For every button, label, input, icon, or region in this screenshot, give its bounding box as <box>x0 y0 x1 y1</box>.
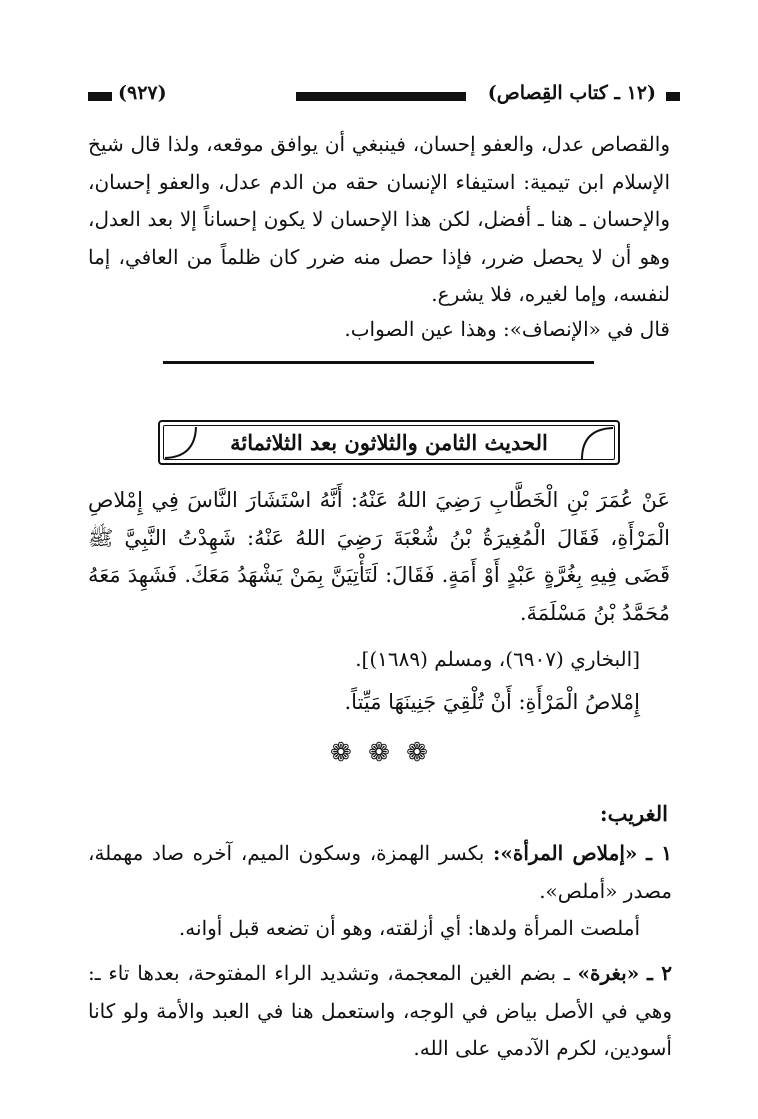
flower-ornament-icon: ❁ <box>330 738 352 768</box>
corner-ornament-left-icon <box>164 426 198 460</box>
item-text: ـ بضم الغين المعجمة، وتشديد الراء المفتوحة، بعدها تاء ـ: وهي في الأصل بياض في الوجه، واستعمل هنا في العبد والأمة ولو كانا أسودين، لكرم الآدمي على الله. <box>88 961 672 1060</box>
intro-paragraph: والقصاص عدل، والعفو إحسان، فينبغي أن يوافق موقعه، ولذا قال شيخ الإسلام ابن تيمية: استيفاء الإنسان حقه من الدم عدل، والعفو إحسان، والإحسان ـ هنا ـ أفضل، لكن هذا الإحسان لا يكون إحساناً إلا بعد العدل، وهو أن لا يحصل ضرر، فإذا حصل منه ضرر كان ظلماً من العافي، إما لنفسه، وإما لغيره، فلا يشرع. <box>88 132 671 306</box>
hadith-text: عَنْ عُمَرَ بْنِ الْخَطَّابِ رَضِيَ اللهُ عَنْهُ: أَنَّهُ اسْتَشَارَ النَّاسَ فِي إِمْلاصِ الْمَرْأَةِ، فَقَالَ الْمُغِيرَةُ بْنُ شُعْبَةَ رَضِيَ اللهُ عَنْهُ: شَهِدْتُ النَّبِيَّ ﷺ قَضَى فِيهِ بِغُرَّةٍ عَبْدٍ أَوْ أَمَةٍ. فَقَالَ: لَتَأْتِيَنَّ بِمَنْ يَشْهَدُ مَعَكَ. فَشَهِدَ مَعَهُ مُحَمَّدُ بْنُ مَسْلَمَةَ. <box>88 488 670 625</box>
section-separator <box>0 738 758 768</box>
gharib-item <box>88 835 672 910</box>
corner-ornament-right-icon <box>580 426 614 460</box>
header-rule-right <box>666 92 680 101</box>
hadith-title: الحديث الثامن والثلاثون بعد الثلاثمائة <box>230 430 548 455</box>
page-header <box>88 82 680 110</box>
chapter-title: (١٢ ـ كتاب القِصاص) <box>487 82 656 104</box>
gharib-heading: الغريب: <box>599 801 668 826</box>
item-text: بكسر الهمزة، وسكون الميم، آخره صاد مهملة، مصدر «أملص». <box>88 841 672 903</box>
item-term: «إملاص المرأة»: <box>493 841 638 865</box>
hadith-title-box <box>158 420 620 465</box>
header-rule-middle <box>296 92 466 101</box>
item-term: «بغرة» <box>577 961 640 985</box>
flower-ornament-icon: ❁ <box>368 738 390 768</box>
flower-ornament-icon: ❁ <box>406 738 428 768</box>
item-note: أملصت المرأة ولدها: أي أزلقته، وهو أن تضعه قبل أوانه. <box>178 916 640 940</box>
insaf-paragraph: قال في «الإنصاف»: وهذا عين الصواب. <box>344 317 670 341</box>
source-reference: [البخاري (٦٩٠٧)، ومسلم (١٦٨٩)]. <box>355 647 640 671</box>
page-number: (٩٢٧) <box>118 82 167 104</box>
gloss-line: إِمْلاصُ الْمَرْأَةِ: أَنْ تُلْقِيَ جَنِينَهَا مَيِّتاً. <box>344 690 640 714</box>
item-number: ١ ـ <box>646 841 672 865</box>
header-rule-left <box>88 92 112 101</box>
gharib-item <box>88 955 672 1068</box>
item-number: ٢ ـ <box>647 961 672 985</box>
section-divider <box>163 361 594 364</box>
